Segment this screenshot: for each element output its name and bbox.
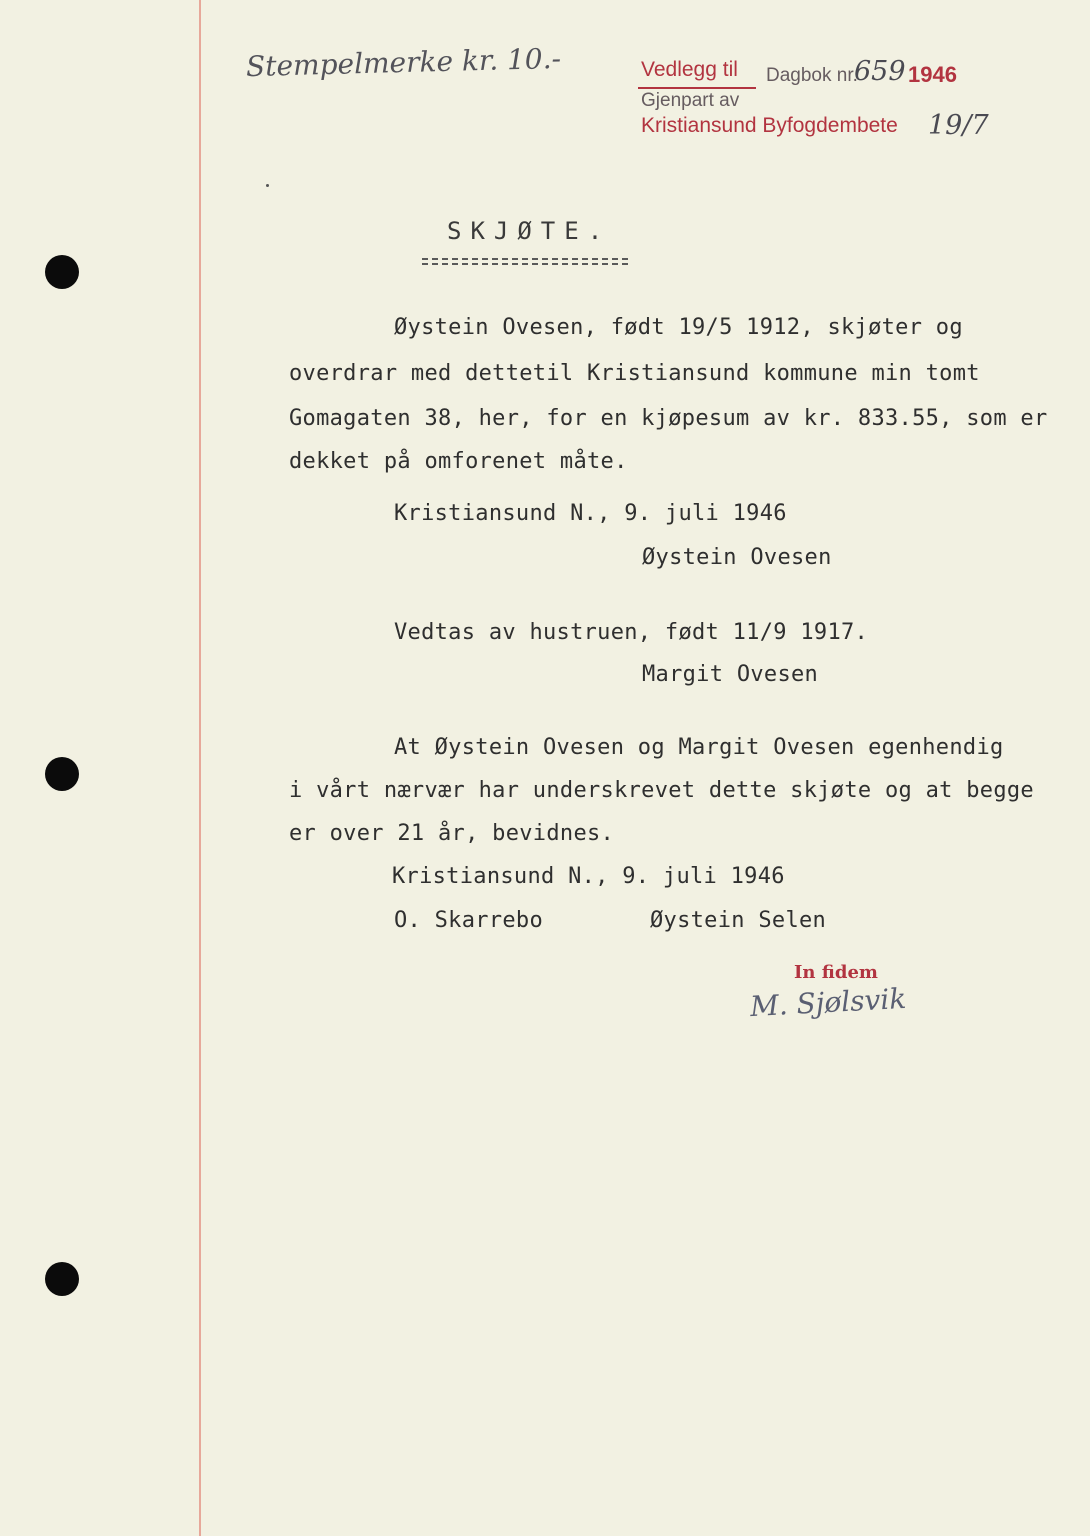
margin-rule — [199, 0, 201, 1536]
place-date-1: Kristiansund N., 9. juli 1946 — [394, 501, 787, 526]
title-underline — [422, 258, 628, 261]
certifier-signature: M. Sjølsvik — [749, 981, 908, 1024]
handwritten-stamp-note: Stempelmerke kr. 10.- — [245, 41, 562, 84]
stamp-gjenpart-label: Gjenpart av — [641, 90, 740, 111]
paragraph-2-line-1: At Øystein Ovesen og Margit Ovesen egenhendig — [394, 735, 1004, 760]
signature-seller: Øystein Ovesen — [642, 545, 832, 570]
paragraph-1-line-3: Gomagaten 38, her, for en kjøpesum av kr. 833.55, som er — [289, 406, 1048, 431]
title-underline-second — [422, 263, 628, 266]
stamp-handwritten-date: 19/7 — [928, 110, 989, 141]
stamp-office-name: Kristiansund Byfogdembete — [641, 114, 898, 137]
paragraph-1-line-2: overdrar med dettetil Kristiansund kommune min tomt — [289, 361, 980, 386]
stamp-dagbok-label: Dagbok nr. — [766, 65, 858, 86]
paragraph-2-line-3: er over 21 år, bevidnes. — [289, 821, 615, 846]
consent-line: Vedtas av hustruen, født 11/9 1917. — [394, 620, 869, 645]
paragraph-2-line-2: i vårt nærvær har underskrevet dette skjøte og at begge — [289, 778, 1034, 803]
punch-hole-middle — [45, 757, 79, 791]
certification-stamp: In fidem — [794, 962, 878, 983]
document-title: SKJØTE. — [447, 217, 612, 245]
witness-1: O. Skarrebo — [394, 908, 543, 933]
paragraph-1-line-4: dekket på omforenet måte. — [289, 449, 628, 474]
signature-wife: Margit Ovesen — [642, 662, 819, 687]
witness-2: Øystein Selen — [650, 908, 827, 933]
punch-hole-bottom — [45, 1262, 79, 1296]
stamp-dagbok-number: 659 — [854, 56, 906, 87]
punch-hole-top — [45, 255, 79, 289]
stamp-year: 1946 — [908, 62, 957, 87]
stamp-vedlegg-label: Vedlegg til — [641, 58, 738, 81]
place-date-2: Kristiansund N., 9. juli 1946 — [392, 864, 785, 889]
paragraph-1-line-1: Øystein Ovesen, født 19/5 1912, skjøter og — [394, 315, 963, 340]
ink-speck — [266, 184, 269, 187]
stamp-underline — [638, 87, 756, 89]
